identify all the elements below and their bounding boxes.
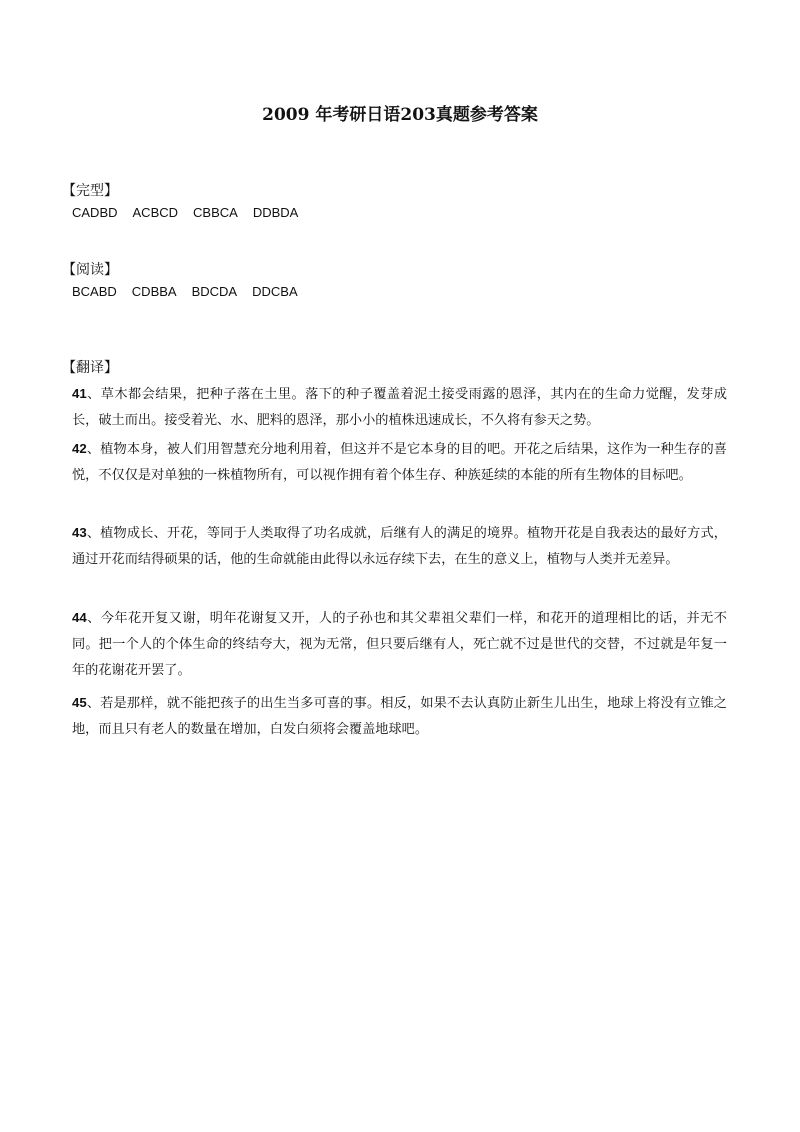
paragraph-text: 、植物成长、开花，等同于人类取得了功名成就，后继有人的满足的境界。植物开花是自我表达的最好方式，通过开花而结得硕果的话，他的生命就能由此得以永远存续下去，在生的意义上，植物与人类并无差异。 <box>72 526 727 567</box>
paragraph-text: 、若是那样，就不能把孩子的出生当多可喜的事。相反，如果不去认真防止新生儿出生，地球上将没有立锥之地，而且只有老人的数量在增加，白发白须将会覆盖地球吧。 <box>72 696 727 737</box>
paragraph-number: 42 <box>72 441 87 456</box>
cloze-answers <box>72 205 732 220</box>
translation-paragraph-41 <box>72 381 727 434</box>
paragraph-text: 、今年花开复又谢，明年花谢复又开，人的子孙也和其父辈祖父辈们一样，和花开的道理相比的话，并无不同。把一个人的个体生命的终结夸大，视为无常，但只要后继有人，死亡就不过是世代的交替，不过就是年复一年的花谢花开罢了。 <box>72 611 727 678</box>
paragraph-number: 45 <box>72 695 87 710</box>
paragraph-number: 44 <box>72 610 87 625</box>
translation-paragraph-44 <box>72 605 727 684</box>
answer-group: DDCBA <box>252 284 298 299</box>
answer-group: DDBDA <box>252 205 299 220</box>
answer-group: CADBD <box>72 205 118 220</box>
answer-group: BCABD <box>72 284 117 299</box>
answer-group: CDBBA <box>131 284 177 299</box>
paragraph-number: 43 <box>72 525 87 540</box>
paragraph-text: 、草木都会结果，把种子落在土里。落下的种子覆盖着泥土接受雨露的恩泽，其内在的生命力觉醒，发芽成长，破土而出。接受着光、水、肥料的恩泽，那小小的植株迅速成长，不久将有参天之势。 <box>72 387 727 428</box>
cloze-heading: 【完型】 <box>62 183 118 199</box>
paragraph-text: 、植物本身，被人们用智慧充分地利用着，但这并不是它本身的目的吧。开花之后结果，这作为一种生存的喜悦，不仅仅是对单独的一株植物所有，可以视作拥有着个体生存、种族延续的本能的所有生物体的目标吧。 <box>72 442 727 483</box>
reading-answers <box>72 284 732 299</box>
translation-paragraph-45 <box>72 690 727 743</box>
paragraph-number: 41 <box>72 386 87 401</box>
answer-group: BDCDA <box>191 284 238 299</box>
answer-group: ACBCD <box>132 205 179 220</box>
translation-heading: 【翻译】 <box>62 360 118 376</box>
reading-heading: 【阅读】 <box>62 262 118 278</box>
reading-section <box>62 259 732 299</box>
translation-paragraph-42 <box>72 436 727 489</box>
cloze-section <box>62 180 732 220</box>
document-title: 2009 年考研日语203真题参考答案 <box>262 105 538 125</box>
translation-paragraph-43 <box>72 520 727 573</box>
answer-group: CBBCA <box>193 205 238 220</box>
translation-section <box>62 357 732 382</box>
